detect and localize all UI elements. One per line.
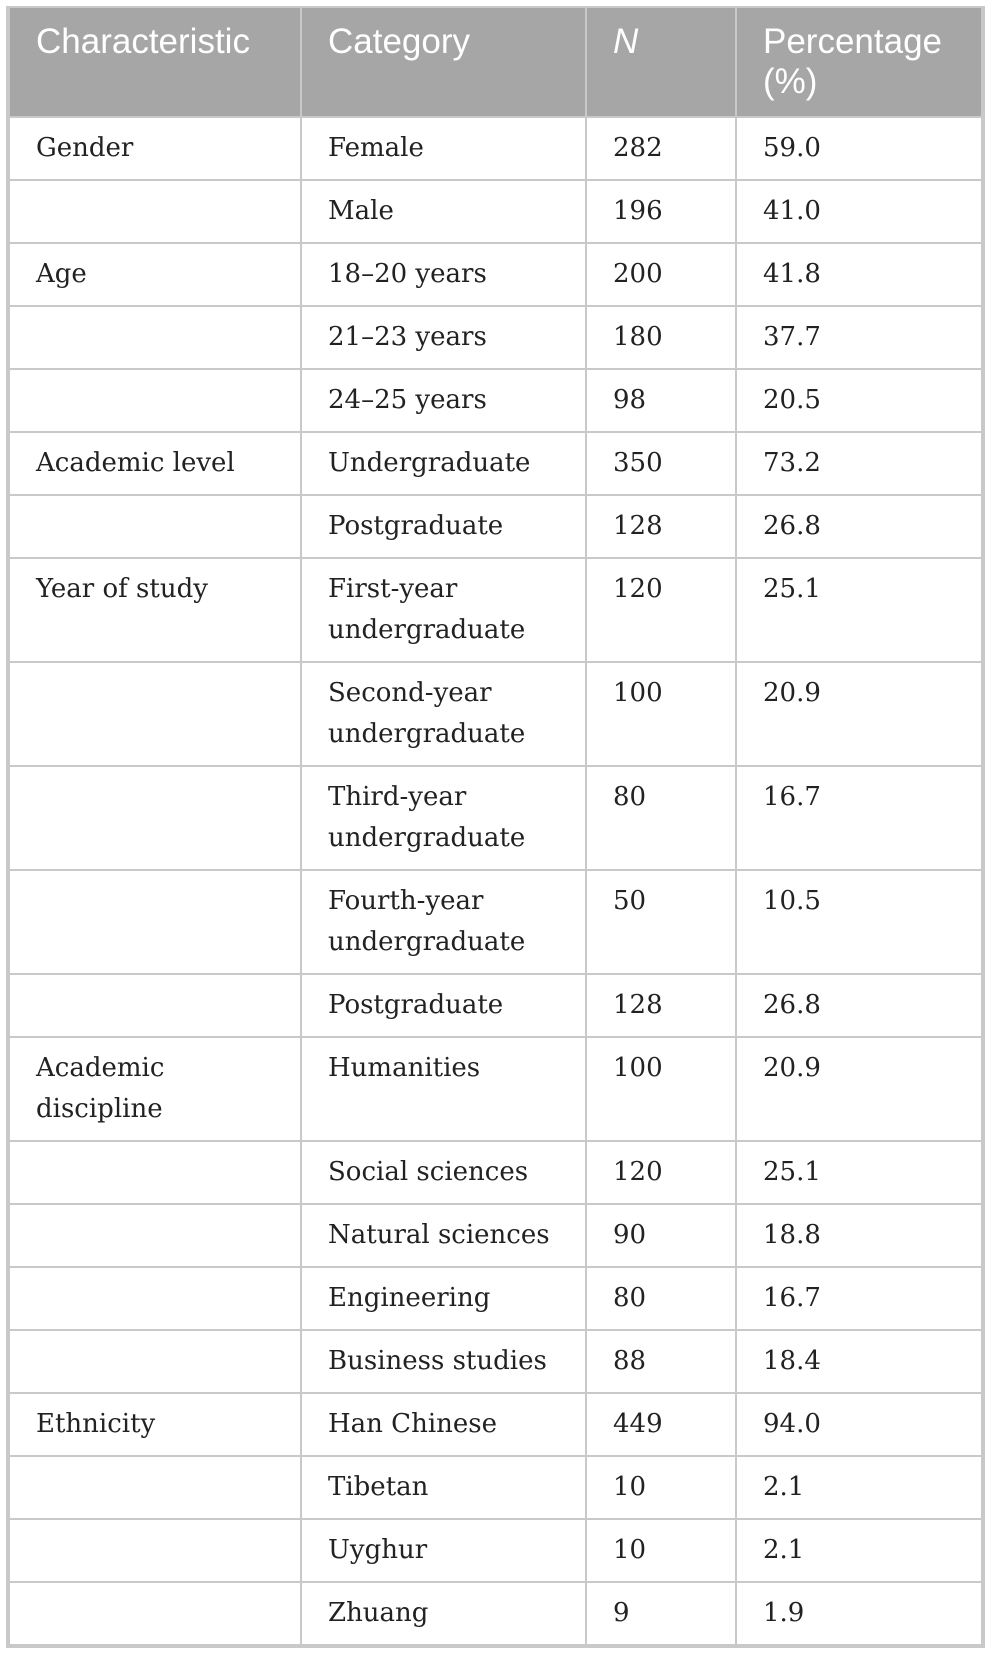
cell-category: Fourth-year undergraduate [301, 870, 586, 974]
cell-percentage: 1.9 [736, 1582, 982, 1645]
cell-n: 120 [586, 1141, 736, 1204]
cell-n: 350 [586, 432, 736, 495]
cell-category: Natural sciences [301, 1204, 586, 1267]
cell-category: Undergraduate [301, 432, 586, 495]
cell-n: 88 [586, 1330, 736, 1393]
cell-percentage: 16.7 [736, 766, 982, 870]
table-row [9, 180, 982, 243]
cell-category: Business studies [301, 1330, 586, 1393]
cell-characteristic [9, 1141, 301, 1204]
cell-percentage: 25.1 [736, 558, 982, 662]
cell-category: Third-year undergraduate [301, 766, 586, 870]
cell-category: Uyghur [301, 1519, 586, 1582]
cell-characteristic [9, 662, 301, 766]
cell-characteristic: Academic discipline [9, 1037, 301, 1141]
cell-n: 100 [586, 1037, 736, 1141]
table-row [9, 662, 982, 766]
header-category: Category [301, 8, 586, 117]
cell-n: 9 [586, 1582, 736, 1645]
table-row [9, 495, 982, 558]
cell-characteristic [9, 974, 301, 1037]
cell-characteristic: Year of study [9, 558, 301, 662]
cell-characteristic [9, 1204, 301, 1267]
table-header [9, 8, 982, 117]
cell-category: 18–20 years [301, 243, 586, 306]
cell-n: 10 [586, 1456, 736, 1519]
cell-n: 128 [586, 495, 736, 558]
cell-characteristic: Age [9, 243, 301, 306]
table-frame [6, 6, 985, 1648]
cell-category: Male [301, 180, 586, 243]
table-row [9, 558, 982, 662]
table-row [9, 870, 982, 974]
cell-percentage: 41.0 [736, 180, 982, 243]
cell-category: First-year undergraduate [301, 558, 586, 662]
demographics-table [8, 8, 983, 1646]
cell-percentage: 94.0 [736, 1393, 982, 1456]
cell-percentage: 20.9 [736, 662, 982, 766]
header-n: N [586, 8, 736, 117]
cell-n: 50 [586, 870, 736, 974]
cell-n: 90 [586, 1204, 736, 1267]
cell-percentage: 26.8 [736, 495, 982, 558]
cell-percentage: 25.1 [736, 1141, 982, 1204]
cell-characteristic [9, 369, 301, 432]
table-row [9, 1393, 982, 1456]
cell-percentage: 18.4 [736, 1330, 982, 1393]
table-row [9, 369, 982, 432]
cell-category: 21–23 years [301, 306, 586, 369]
cell-n: 80 [586, 766, 736, 870]
cell-characteristic [9, 1582, 301, 1645]
cell-percentage: 73.2 [736, 432, 982, 495]
cell-characteristic [9, 1456, 301, 1519]
cell-percentage: 26.8 [736, 974, 982, 1037]
cell-n: 282 [586, 117, 736, 180]
cell-n: 80 [586, 1267, 736, 1330]
header-row [9, 8, 982, 117]
cell-percentage: 16.7 [736, 1267, 982, 1330]
cell-category: Postgraduate [301, 974, 586, 1037]
table-row [9, 1037, 982, 1141]
cell-percentage: 37.7 [736, 306, 982, 369]
cell-percentage: 20.9 [736, 1037, 982, 1141]
table-row [9, 1519, 982, 1582]
table-row [9, 1330, 982, 1393]
demographics-table-wrapper [6, 6, 985, 1653]
cell-category: Humanities [301, 1037, 586, 1141]
cell-characteristic [9, 180, 301, 243]
table-row [9, 1267, 982, 1330]
cell-category: 24–25 years [301, 369, 586, 432]
cell-percentage: 2.1 [736, 1519, 982, 1582]
cell-n: 196 [586, 180, 736, 243]
header-characteristic: Characteristic [9, 8, 301, 117]
table-row [9, 1141, 982, 1204]
cell-category: Postgraduate [301, 495, 586, 558]
table-body [9, 117, 982, 1645]
table-row [9, 1456, 982, 1519]
cell-characteristic: Ethnicity [9, 1393, 301, 1456]
cell-n: 100 [586, 662, 736, 766]
cell-characteristic [9, 495, 301, 558]
table-row [9, 306, 982, 369]
table-row [9, 974, 982, 1037]
table-row [9, 1582, 982, 1645]
table-row [9, 432, 982, 495]
cell-category: Han Chinese [301, 1393, 586, 1456]
cell-n: 449 [586, 1393, 736, 1456]
cell-category: Tibetan [301, 1456, 586, 1519]
cell-characteristic: Gender [9, 117, 301, 180]
cell-category: Social sciences [301, 1141, 586, 1204]
cell-characteristic: Academic level [9, 432, 301, 495]
cell-n: 120 [586, 558, 736, 662]
cell-category: Female [301, 117, 586, 180]
cell-characteristic [9, 1330, 301, 1393]
cell-category: Zhuang [301, 1582, 586, 1645]
table-row [9, 117, 982, 180]
table-row [9, 766, 982, 870]
cell-characteristic [9, 1267, 301, 1330]
cell-percentage: 41.8 [736, 243, 982, 306]
cell-n: 200 [586, 243, 736, 306]
cell-n: 180 [586, 306, 736, 369]
cell-category: Engineering [301, 1267, 586, 1330]
cell-n: 128 [586, 974, 736, 1037]
cell-n: 98 [586, 369, 736, 432]
cell-characteristic [9, 766, 301, 870]
cell-percentage: 10.5 [736, 870, 982, 974]
cell-n: 10 [586, 1519, 736, 1582]
cell-characteristic [9, 306, 301, 369]
cell-percentage: 59.0 [736, 117, 982, 180]
cell-characteristic [9, 1519, 301, 1582]
table-row [9, 243, 982, 306]
cell-percentage: 18.8 [736, 1204, 982, 1267]
cell-percentage: 2.1 [736, 1456, 982, 1519]
table-row [9, 1204, 982, 1267]
header-percentage: Percentage (%) [736, 8, 982, 117]
cell-category: Second-year undergraduate [301, 662, 586, 766]
cell-characteristic [9, 870, 301, 974]
cell-percentage: 20.5 [736, 369, 982, 432]
